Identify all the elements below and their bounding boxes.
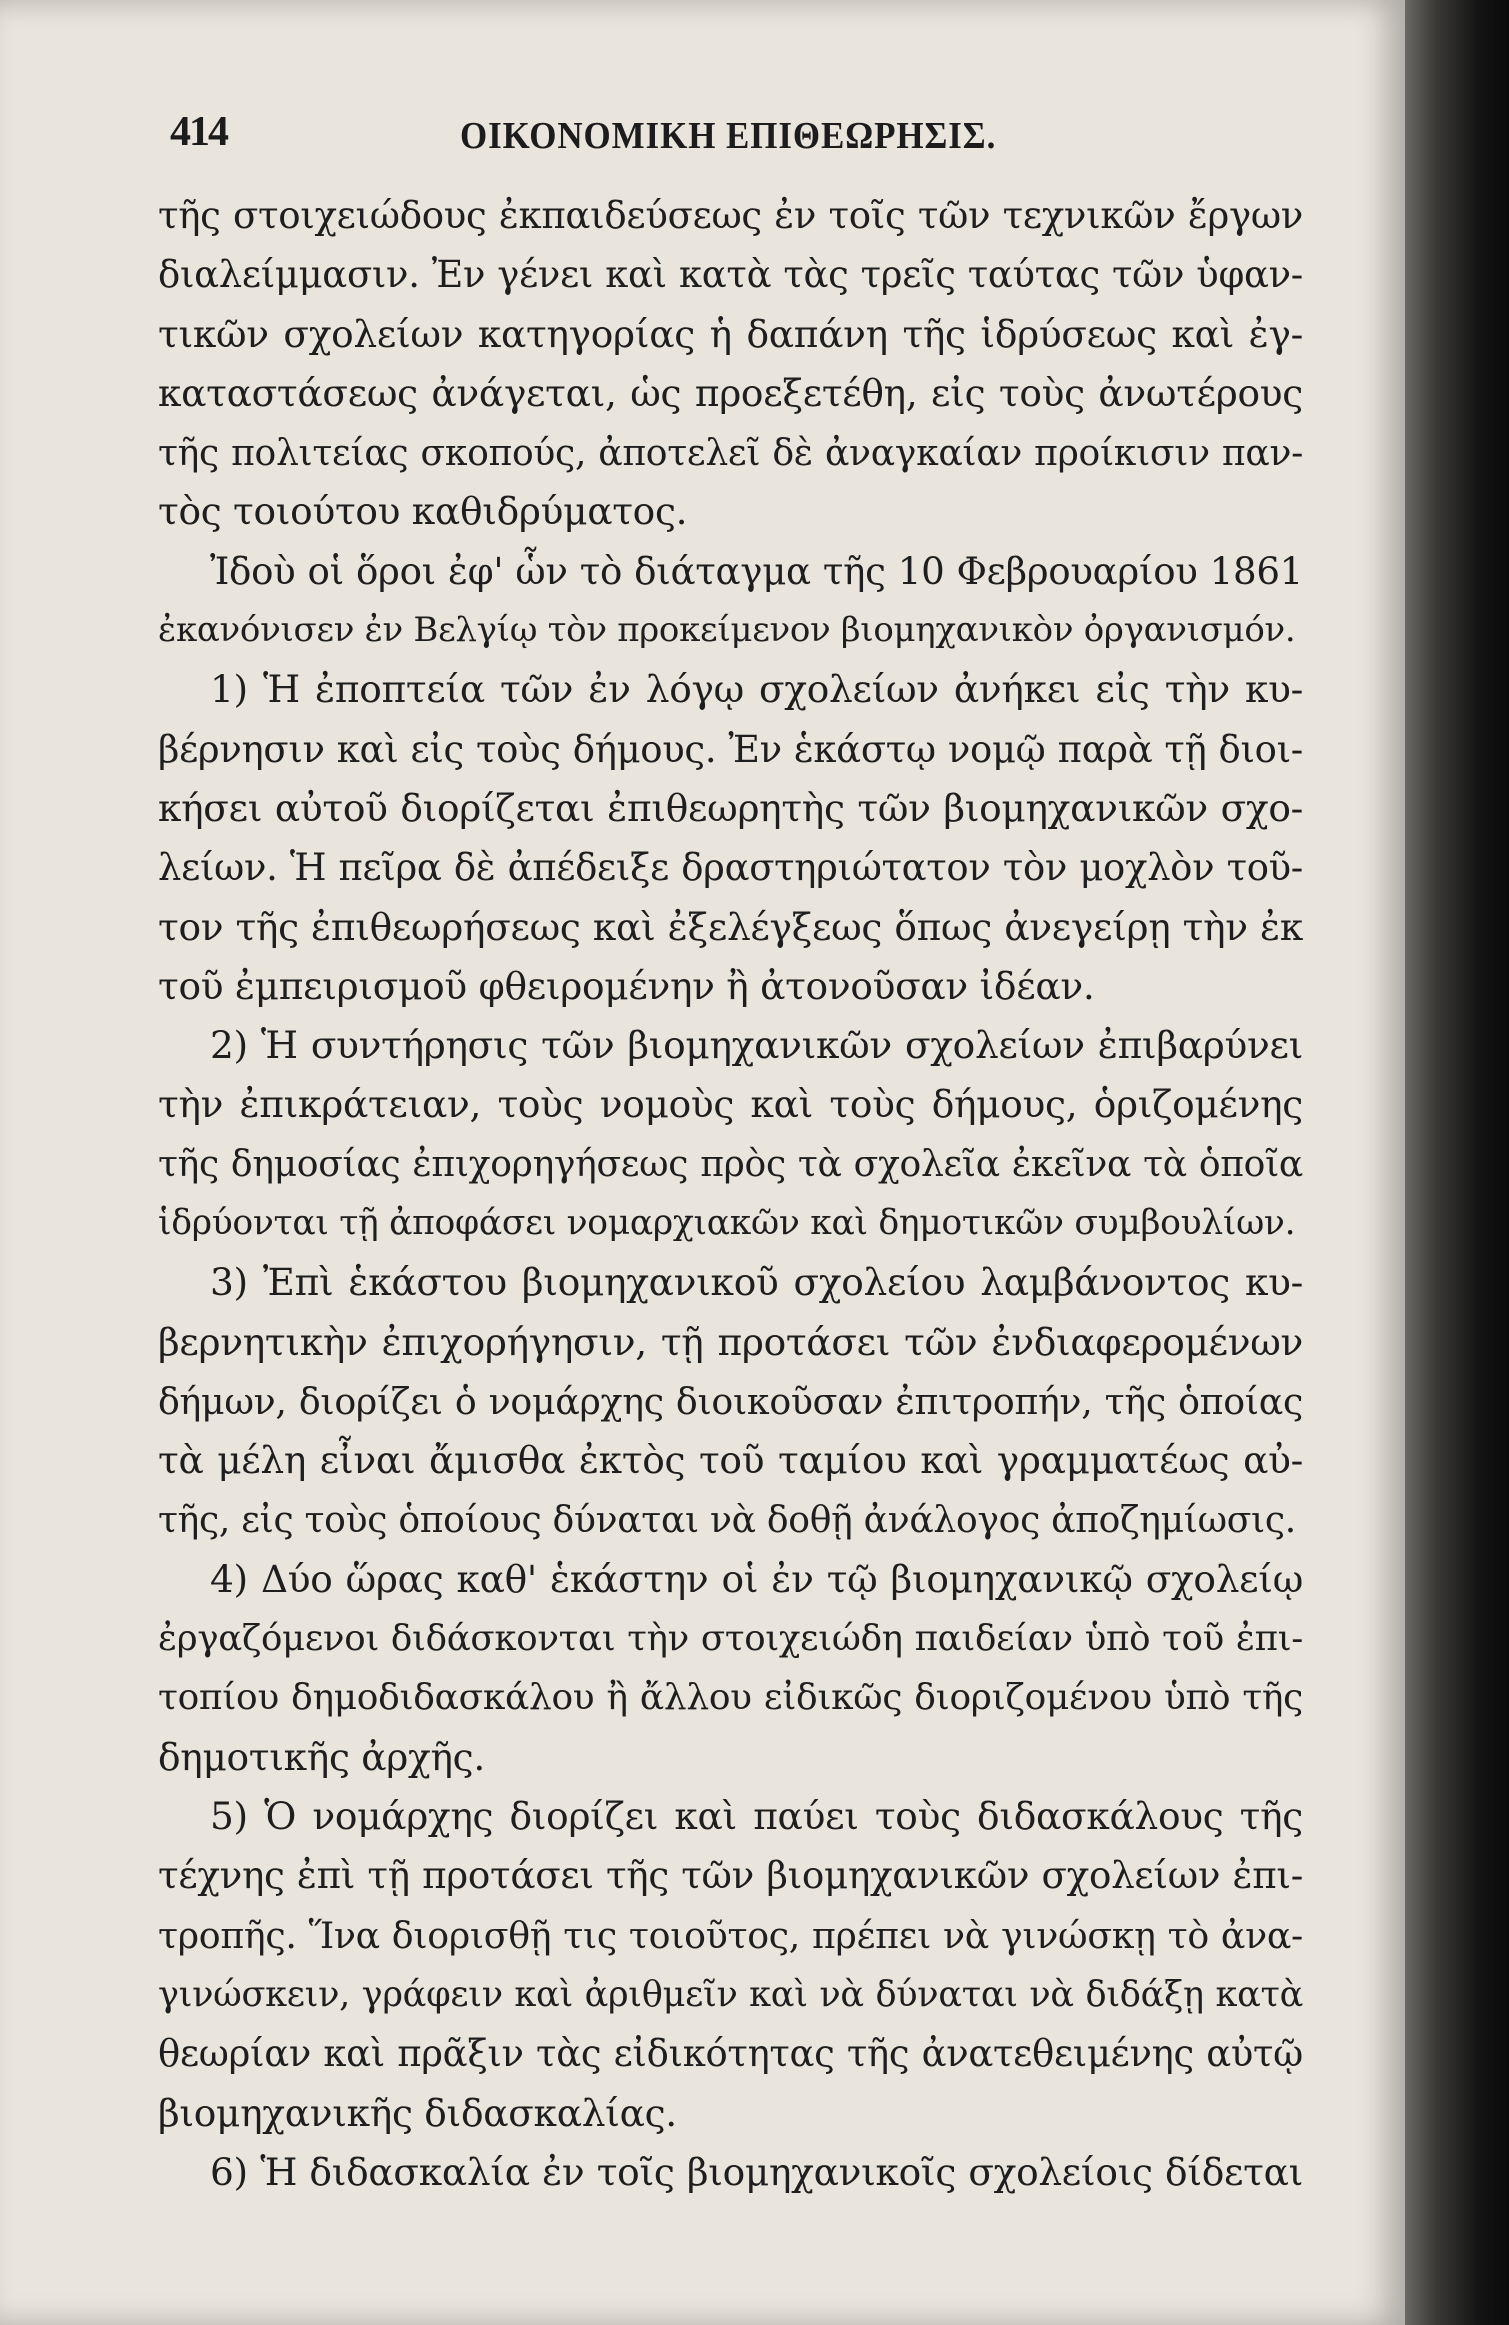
text-line: τῆς δημοσίας ἐπιχορηγήσεως πρὸς τὰ σχολεῖα ἐκεῖνα τὰ ὁποῖα: [158, 1142, 1303, 1185]
page-header: [170, 108, 1300, 158]
text-line: ἐργαζόμενοι διδάσκονται τὴν στοιχειώδη παιδείαν ὑπὸ τοῦ ἐπι-: [158, 1618, 1303, 1660]
page-edge-shadow: [1405, 0, 1509, 2325]
text-line: τροπῆς. Ἵνα διορισθῇ τις τοιοῦτος, πρέπει νὰ γινώσκῃ τὸ ἀνα-: [158, 1913, 1303, 1957]
text-line: δήμων, διορίζει ὁ νομάρχης διοικοῦσαν ἐπιτροπήν, τῆς ὁποίας: [158, 1379, 1303, 1423]
text-line: 6) Ἡ διδασκαλία ἐν τοῖς βιομηχανικοῖς σχολείοις δίδεται: [210, 2149, 1303, 2194]
text-line: τὴν ἐπικράτειαν, τοὺς νομοὺς καὶ τοὺς δήμους, ὁριζομένης: [158, 1082, 1303, 1127]
text-line: 3) Ἐπὶ ἑκάστου βιομηχανικοῦ σχολείου λαμβάνοντος κυ-: [210, 1260, 1303, 1305]
text-line: 4) Δύο ὥρας καθ' ἑκάστην οἱ ἐν τῷ βιομηχανικῷ σχολείῳ: [210, 1556, 1303, 1601]
text-line: ἱδρύονται τῇ ἀποφάσει νομαρχιακῶν καὶ δημοτικῶν συμβουλίων.: [158, 1203, 1296, 1244]
text-line: καταστάσεως ἀνάγεται, ὡς προεξετέθη, εἰς τοὺς ἀνωτέρους: [158, 370, 1303, 415]
page-number: 414: [170, 109, 227, 155]
text-line: διαλείμμασιν. Ἐν γένει καὶ κατὰ τὰς τρεῖς ταύτας τῶν ὑφαν-: [158, 253, 1303, 297]
text-line: τῆς πολιτείας σκοπούς, ἀποτελεῖ δὲ ἀναγκαίαν προίκισιν παν-: [158, 431, 1303, 475]
text-line: ἐκανόνισεν ἐν Βελγίῳ τὸν προκείμενον βιομηχανικὸν ὀργανισμόν.: [158, 610, 1296, 651]
text-line: Ἰδοὺ οἱ ὅροι ἐφ' ὧν τὸ διάταγμα τῆς 10 Φεβρουαρίου 1861: [210, 549, 1303, 593]
text-line: βέρνησιν καὶ εἰς τοὺς δήμους. Ἐν ἑκάστῳ νομῷ παρὰ τῇ διοι-: [158, 727, 1303, 771]
text-line: δημοτικῆς ἀρχῆς.: [158, 1734, 485, 1779]
text-line: τοῦ ἐμπειρισμοῦ φθειρομένην ἢ ἀτονοῦσαν ἰδέαν.: [158, 963, 1095, 1008]
text-line: τῆς στοιχειώδους ἐκπαιδεύσεως ἐν τοῖς τῶν τεχνικῶν ἔργων: [158, 194, 1303, 237]
text-line: 5) Ὁ νομάρχης διορίζει καὶ παύει τοὺς διδασκάλους τῆς: [210, 1794, 1303, 1839]
text-line: τοπίου δημοδιδασκάλου ἢ ἄλλου εἰδικῶς διοριζομένου ὑπὸ τῆς: [158, 1677, 1303, 1719]
text-line: λείων. Ἡ πεῖρα δὲ ἀπέδειξε δραστηριώτατον τὸν μοχλὸν τοῦ-: [158, 846, 1303, 890]
text-line: 2) Ἡ συντήρησις τῶν βιομηχανικῶν σχολείων ἐπιβαρύνει: [210, 1023, 1303, 1068]
text-line: τὸς τοιούτου καθιδρύματος.: [158, 489, 688, 534]
text-line: κήσει αὐτοῦ διορίζεται ἐπιθεωρητὴς τῶν βιομηχανικῶν σχο-: [158, 785, 1303, 830]
text-line: θεωρίαν καὶ πρᾶξιν τὰς εἰδικότητας τῆς ἀνατεθειμένης αὐτῷ: [158, 2032, 1303, 2076]
text-line: 1) Ἡ ἐποπτεία τῶν ἐν λόγῳ σχολείων ἀνήκει εἰς τὴν κυ-: [210, 667, 1303, 712]
text-line: τῆς, εἰς τοὺς ὁποίους δύναται νὰ δοθῇ ἀνάλογος ἀποζημίωσις.: [158, 1498, 1296, 1541]
body-text: [158, 186, 1303, 2202]
text-line: τον τῆς ἐπιθεωρήσεως καὶ ἐξελέγξεως ὅπως ἀνεγείρῃ τὴν ἐκ: [158, 904, 1303, 949]
text-line: βιομηχανικῆς διδασκαλίας.: [158, 2090, 677, 2135]
text-line: βερνητικὴν ἐπιχορήγησιν, τῇ προτάσει τῶν ἐνδιαφερομένων: [158, 1319, 1303, 1364]
text-line: γινώσκειν, γράφειν καὶ ἀριθμεῖν καὶ νὰ δύναται νὰ διδάξῃ κατὰ: [158, 1973, 1303, 2015]
text-line: τέχνης ἐπὶ τῇ προτάσει τῆς τῶν βιομηχανικῶν σχολείων ἐπι-: [158, 1853, 1303, 1898]
text-line: τὰ μέλη εἶναι ἄμισθα ἐκτὸς τοῦ ταμίου καὶ γραμματέως αὐ-: [158, 1438, 1303, 1483]
running-title: ΟΙΚΟΝΟΜΙΚΗ ΕΠΙΘΕΩΡΗΣΙΣ.: [460, 115, 997, 157]
text-line: τικῶν σχολείων κατηγορίας ἡ δαπάνη τῆς ἱδρύσεως καὶ ἐγ-: [158, 311, 1303, 356]
